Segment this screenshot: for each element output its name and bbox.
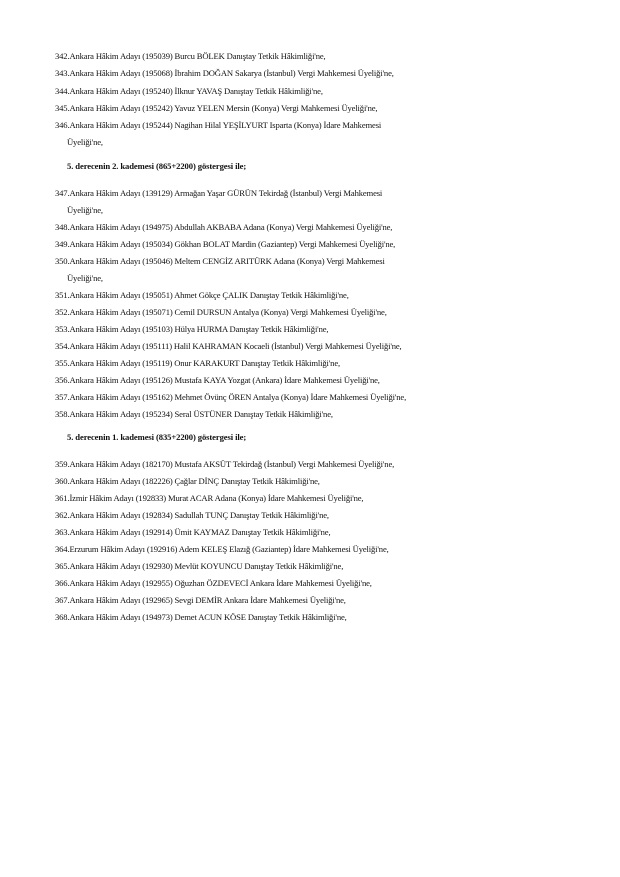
entry-line: 344.Ankara Hâkim Adayı (195240) İlknur YAVAŞ Danıştay Tetkik Hâkimliği'ne,: [55, 86, 323, 96]
entry-line: 349.Ankara Hâkim Adayı (195034) Gökhan BOLAT Mardin (Gaziantep) Vergi Mahkemesi Üyeliği'ne,: [55, 239, 396, 249]
section-heading: 5. derecenin 2. kademesi (865+2200) göstergesi ile;: [67, 161, 247, 171]
entry-line: 360.Ankara Hâkim Adayı (182226) Çağlar DİNÇ Danıştay Tetkik Hâkimliği'ne,: [55, 476, 320, 486]
entry-line: 346.Ankara Hâkim Adayı (195244) Nagihan Hilal YEŞİLYURT Isparta (Konya) İdare Mahkemesi: [55, 120, 382, 130]
entry-line: 350.Ankara Hâkim Adayı (195046) Meltem CENGİZ ARITÜRK Adana (Konya) Vergi Mahkemesi: [55, 256, 385, 266]
entry-line: 347.Ankara Hâkim Adayı (139129) Armağan Yaşar GÜRÜN Tekirdağ (İstanbul) Vergi Mahkemesi: [55, 188, 383, 198]
entry-line: 351.Ankara Hâkim Adayı (195051) Ahmet Gökçe ÇALIK Danıştay Tetkik Hâkimliği'ne,: [55, 290, 349, 300]
entry-line: 348.Ankara Hâkim Adayı (194975) Abdullah AKBABA Adana (Konya) Vergi Mahkemesi Üyeliği'ne,: [55, 222, 393, 232]
entry-line: 365.Ankara Hâkim Adayı (192930) Mevlüt KOYUNCU Danıştay Tetkik Hâkimliği'ne,: [55, 561, 344, 571]
entry-continuation: Üyeliği'ne,: [67, 137, 103, 147]
entry-line: 355.Ankara Hâkim Adayı (195119) Onur KARAKURT Danıştay Tetkik Hâkimliği'ne,: [55, 358, 340, 368]
entry-line: 342.Ankara Hâkim Adayı (195039) Burcu BÖLEK Danıştay Tetkik Hâkimliği'ne,: [55, 51, 326, 61]
entry-line: 353.Ankara Hâkim Adayı (195103) Hülya HURMA Danıştay Tetkik Hâkimliği'ne,: [55, 324, 329, 334]
entry-line: 361.İzmir Hâkim Adayı (192833) Murat ACAR Adana (Konya) İdare Mahkemesi Üyeliği'ne,: [55, 493, 364, 503]
entry-line: 367.Ankara Hâkim Adayı (192965) Sevgi DEMİR Ankara İdare Mahkemesi Üyeliği'ne,: [55, 595, 346, 605]
entry-line: 366.Ankara Hâkim Adayı (192955) Oğuzhan ÖZDEVECİ Ankara İdare Mahkemesi Üyeliği'ne,: [55, 578, 372, 588]
entry-line: 343.Ankara Hâkim Adayı (195068) İbrahim DOĞAN Sakarya (İstanbul) Vergi Mahkemesi Üyeliği'ne,: [55, 68, 394, 78]
entry-line: 368.Ankara Hâkim Adayı (194973) Demet ACUN KÖSE Danıştay Tetkik Hâkimliği'ne,: [55, 612, 347, 622]
entry-line: 359.Ankara Hâkim Adayı (182170) Mustafa AKSÜT Tekirdağ (İstanbul) Vergi Mahkemesi Üyeliği'ne,: [55, 459, 395, 469]
entry-line: 358.Ankara Hâkim Adayı (195234) Seral ÜSTÜNER Danıştay Tetkik Hâkimliği'ne,: [55, 409, 333, 419]
entry-line: 356.Ankara Hâkim Adayı (195126) Mustafa KAYA Yozgat (Ankara) İdare Mahkemesi Üyeliği'ne,: [55, 375, 380, 385]
entry-line: 363.Ankara Hâkim Adayı (192914) Ümit KAYMAZ Danıştay Tetkik Hâkimliği'ne,: [55, 527, 331, 537]
entry-line: 352.Ankara Hâkim Adayı (195071) Cemil DURSUN Antalya (Konya) Vergi Mahkemesi Üyeliği'ne,: [55, 307, 387, 317]
entry-continuation: Üyeliği'ne,: [67, 273, 103, 283]
entry-line: 362.Ankara Hâkim Adayı (192834) Sadullah TUNÇ Danıştay Tetkik Hâkimliği'ne,: [55, 510, 329, 520]
entry-continuation: Üyeliği'ne,: [67, 205, 103, 215]
entry-line: 357.Ankara Hâkim Adayı (195162) Mehmet Övünç ÖREN Antalya (Konya) İdare Mahkemesi Üyeliği'ne,: [55, 392, 407, 402]
entry-line: 364.Erzurum Hâkim Adayı (192916) Adem KELEŞ Elazığ (Gaziantep) İdare Mahkemesi Üyeliği'ne,: [55, 544, 389, 554]
entry-line: 354.Ankara Hâkim Adayı (195111) Halil KAHRAMAN Kocaeli (İstanbul) Vergi Mahkemesi Üyeliği'ne,: [55, 341, 402, 351]
entry-line: 345.Ankara Hâkim Adayı (195242) Yavuz YELEN Mersin (Konya) Vergi Mahkemesi Üyeliği'ne,: [55, 103, 378, 113]
section-heading: 5. derecenin 1. kademesi (835+2200) göstergesi ile;: [67, 432, 247, 442]
